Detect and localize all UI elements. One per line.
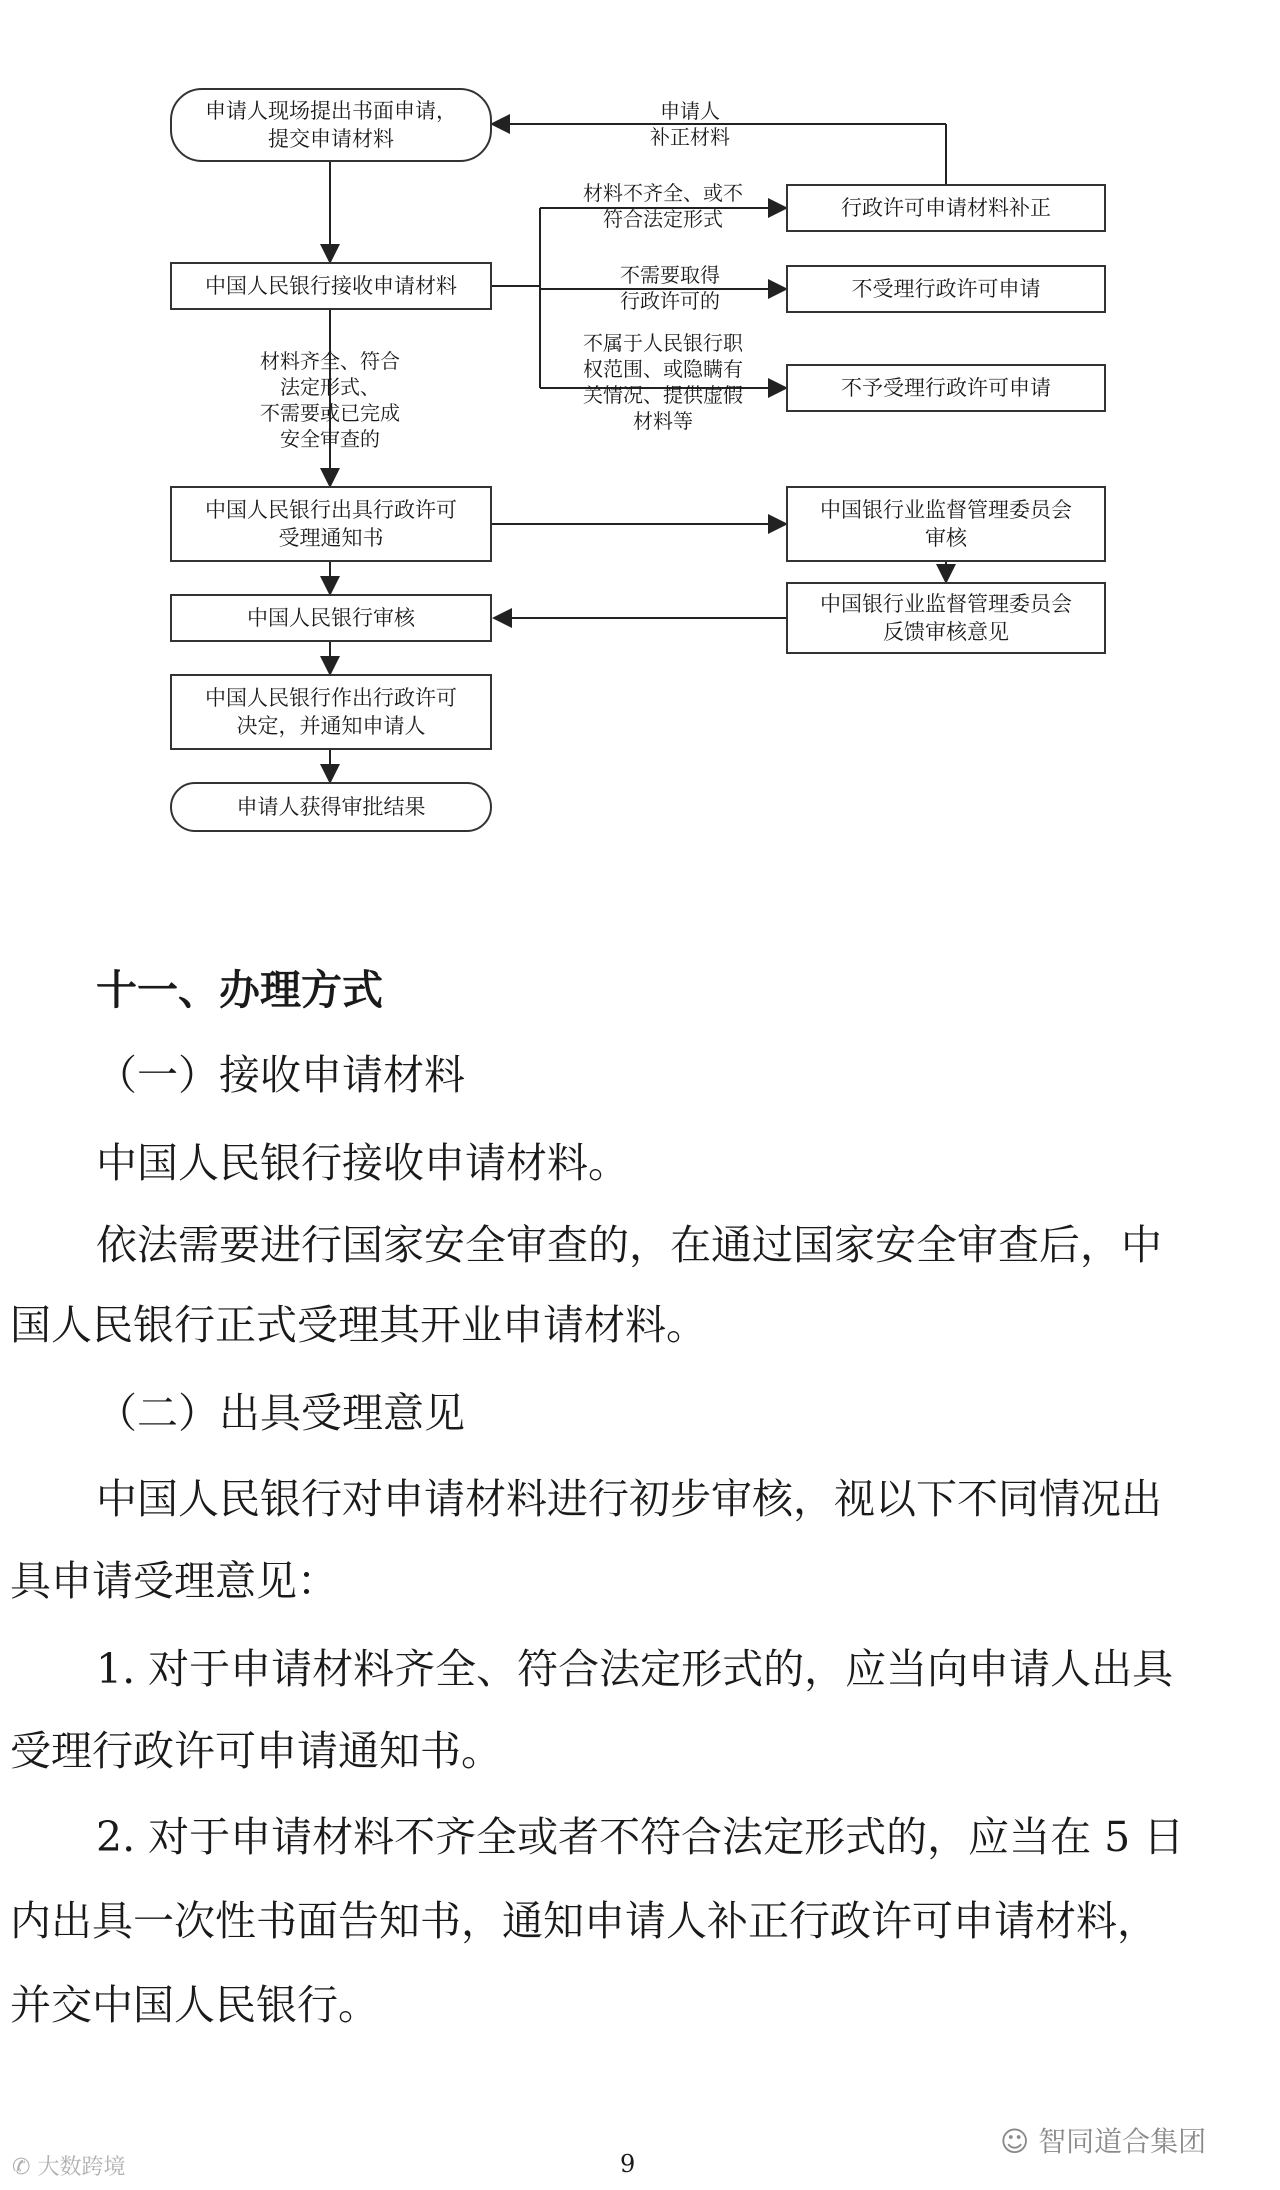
flow-label-incomplete: 材料不齐全、或不 符合法定形式	[583, 181, 743, 231]
paragraph-1: 中国人民银行接收申请材料。	[96, 1139, 629, 1187]
list-item-2-line-3: 并交中国人民银行。	[10, 1981, 379, 2029]
flow-node-notice: 中国人民银行出具行政许可 受理通知书	[170, 486, 492, 562]
paragraph-3-line-2: 具申请受理意见：	[10, 1557, 338, 1605]
list-item-1-line-2: 受理行政许可申请通知书。	[10, 1727, 502, 1775]
flow-node-not-accept: 不受理行政许可申请	[786, 265, 1106, 313]
list-item-2-line-2: 内出具一次性书面告知书，通知申请人补正行政许可申请材料，	[10, 1897, 1158, 1945]
flow-node-start: 申请人现场提出书面申请， 提交申请材料	[170, 88, 492, 162]
flow-node-cbrc-feedback: 中国银行业监督管理委员会 反馈审核意见	[786, 582, 1106, 654]
flow-label-complete: 材料齐全、符合 法定形式、 不需要或已完成 安全审查的	[260, 349, 400, 451]
subheading-1: （一）接收申请材料	[96, 1051, 465, 1099]
page-number: 9	[620, 2150, 636, 2178]
flow-node-receive: 中国人民银行接收申请材料	[170, 262, 492, 310]
flow-node-supplement: 行政许可申请材料补正	[786, 184, 1106, 232]
paragraph-2-line-1: 依法需要进行国家安全审查的，在通过国家安全审查后，中	[96, 1221, 1162, 1269]
paragraph-2-line-2: 国人民银行正式受理其开业申请材料。	[10, 1301, 707, 1349]
flow-label-out-of-scope: 不属于人民银行职 权范围、或隐瞒有 关情况、提供虚假 材料等	[583, 331, 743, 433]
subheading-2: （二）出具受理意见	[96, 1389, 465, 1437]
flow-node-result: 申请人获得审批结果	[170, 782, 492, 832]
watermark-right	[1000, 2120, 1206, 2160]
paragraph-3-line-1: 中国人民银行对申请材料进行初步审核，视以下不同情况出	[96, 1475, 1162, 1523]
section-heading: 十一、办理方式	[96, 966, 383, 1014]
wechat-icon: ☺	[1000, 2125, 1039, 2158]
watermark-left-text: 大数跨境	[37, 2155, 126, 2180]
flowchart	[0, 0, 1280, 880]
list-item-1-line-1: 1. 对于申请材料齐全、符合法定形式的，应当向申请人出具	[96, 1645, 1174, 1693]
flow-node-pboc-review: 中国人民银行审核	[170, 594, 492, 642]
watermark-left	[12, 2150, 125, 2181]
flow-node-reject: 不予受理行政许可申请	[786, 364, 1106, 412]
flow-node-decision: 中国人民银行作出行政许可 决定，并通知申请人	[170, 674, 492, 750]
list-item-2-line-1: 2. 对于申请材料不齐全或者不符合法定形式的，应当在 5 日	[96, 1813, 1185, 1861]
flow-node-cbrc-review: 中国银行业监督管理委员会 审核	[786, 486, 1106, 562]
watermark-logo-icon: ✆	[12, 2155, 38, 2180]
flow-label-resubmit: 申请人 补正材料	[650, 99, 730, 149]
watermark-right-text: 智同道合集团	[1038, 2125, 1207, 2158]
flow-label-not-needed: 不需要取得 行政许可的	[620, 263, 720, 313]
